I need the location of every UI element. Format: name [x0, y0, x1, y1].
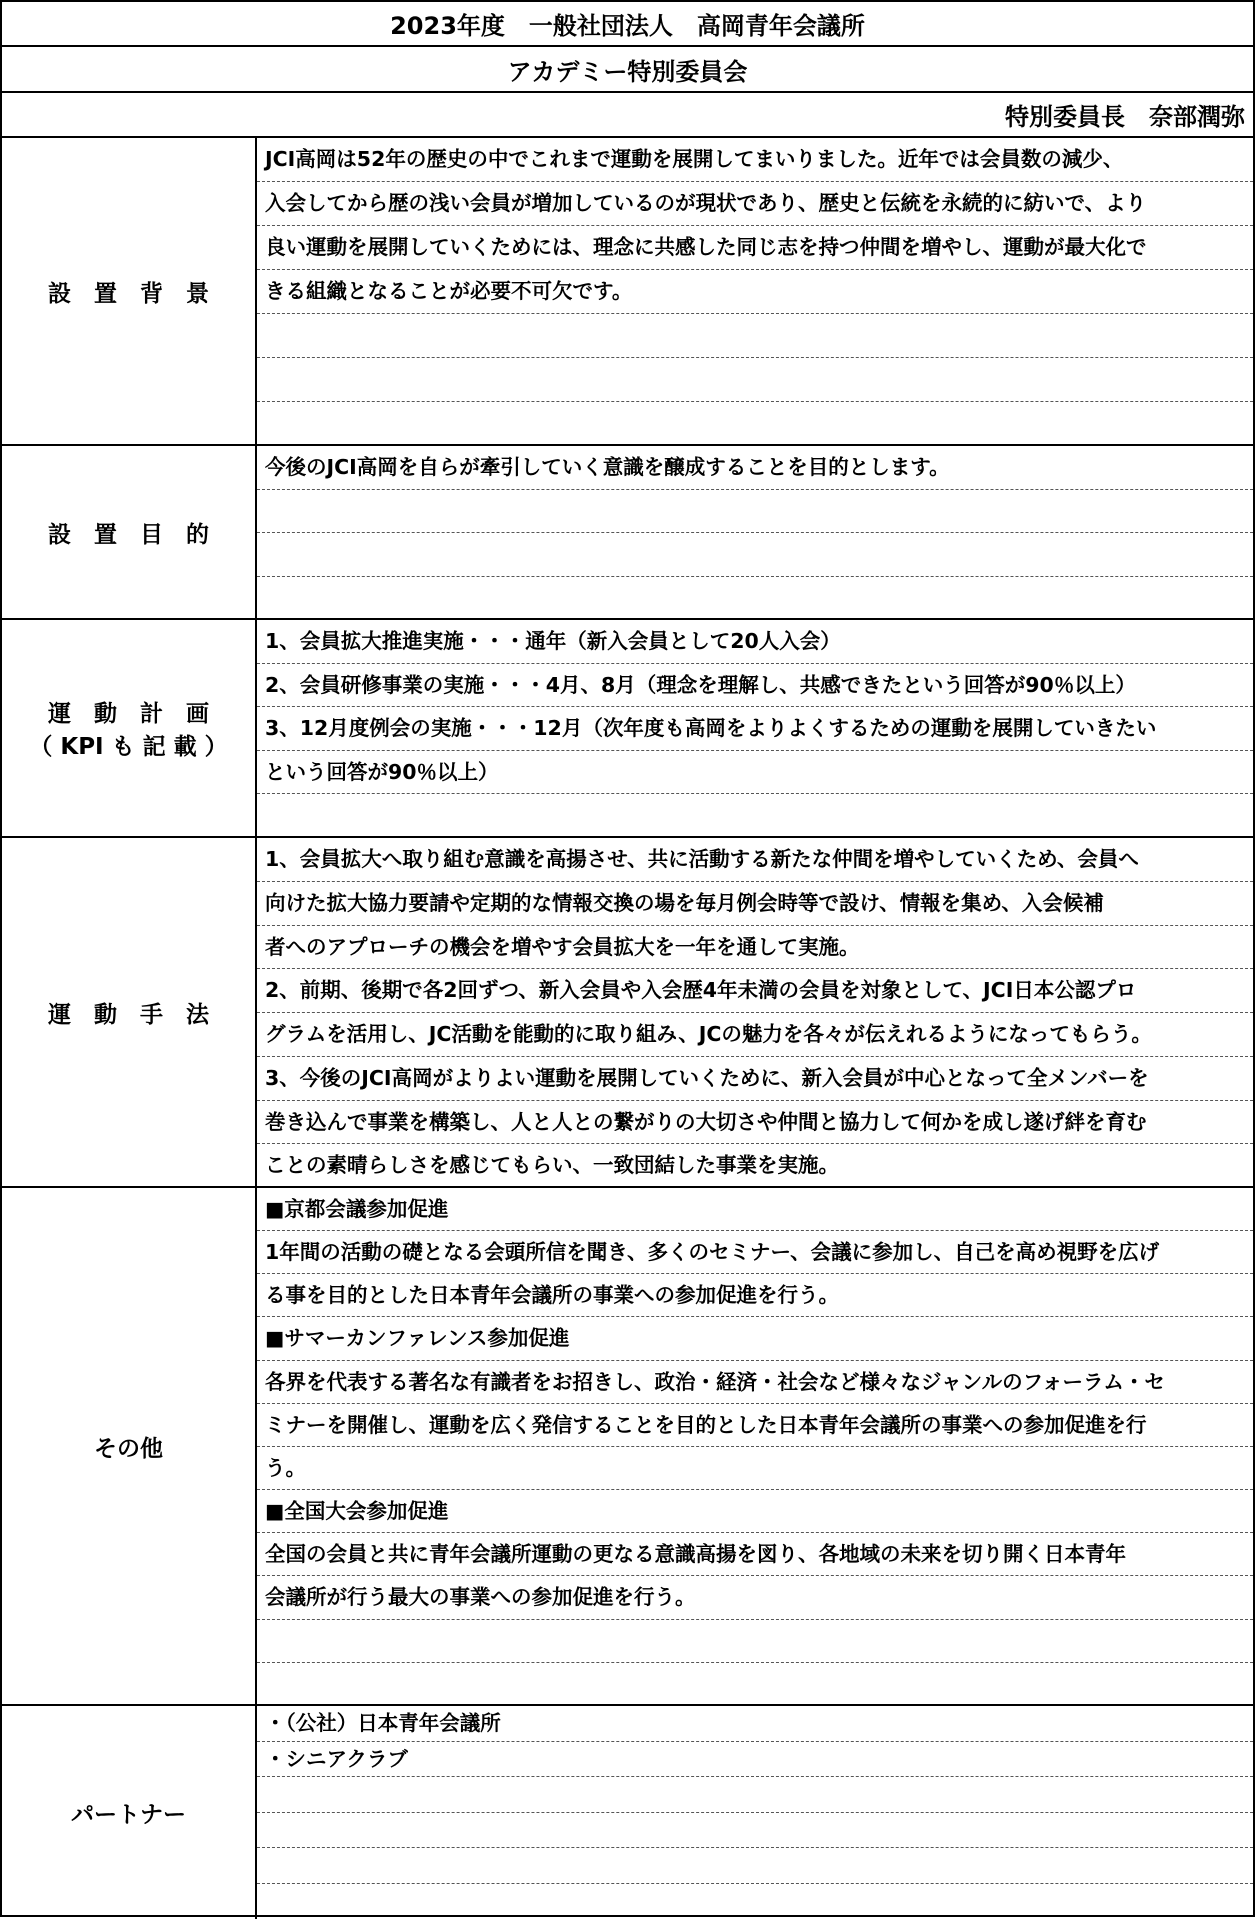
- section-method: [2, 838, 1253, 1188]
- body-line: JCI高岡は52年の歴史の中でこれまで運動を展開してまいりました。近年では会員数の減少、: [257, 138, 1253, 182]
- body-line: [257, 1620, 1253, 1663]
- section-label-text: その他: [94, 1435, 163, 1462]
- committee-name: アカデミー特別委員会: [2, 47, 1253, 93]
- section-body: [257, 446, 1253, 618]
- section-label-subtext: （ KPI も 記 載 ）: [29, 734, 228, 760]
- body-line: 者へのアプローチの機会を増やす会員拡大を一年を通して実施。: [257, 926, 1253, 970]
- section-body: [257, 838, 1253, 1186]
- body-line: 3、今後のJCI高岡がよりよい運動を展開していくために、新入会員が中心となって全メンバーを: [257, 1057, 1253, 1101]
- body-line: 2、会員研修事業の実施・・・4月、8月（理念を理解し、共感できたという回答が90％以上）: [257, 664, 1253, 708]
- section-label: [2, 620, 257, 836]
- body-line: [257, 533, 1253, 577]
- body-line: [257, 1813, 1253, 1849]
- body-line: 今後のJCI高岡を自らが牽引していく意識を醸成することを目的とします。: [257, 446, 1253, 490]
- section-partner: [2, 1706, 1253, 1919]
- chair-name: 特別委員長 奈部潤弥: [2, 93, 1253, 138]
- body-line: きる組織となることが必要不可欠です。: [257, 270, 1253, 314]
- section-body: [257, 138, 1253, 444]
- body-line: 全国の会員と共に青年会議所運動の更なる意識高揚を図り、各地域の未来を切り開く日本青年: [257, 1533, 1253, 1576]
- body-line: 向けた拡大協力要請や定期的な情報交換の場を毎月例会時等で設け、情報を集め、入会候補: [257, 882, 1253, 926]
- section-label-text: 設 置 目 的: [48, 521, 209, 548]
- body-line: [257, 358, 1253, 402]
- body-line: [257, 490, 1253, 534]
- body-line: [257, 314, 1253, 358]
- section-body: [257, 1706, 1253, 1919]
- body-line: 1、会員拡大推進実施・・・通年（新入会員として20人入会）: [257, 620, 1253, 664]
- section-body: [257, 1188, 1253, 1704]
- body-line: 会議所が行う最大の事業への参加促進を行う。: [257, 1576, 1253, 1619]
- body-line: 3、12月度例会の実施・・・12月（次年度も高岡をよりよくするための運動を展開していきたい: [257, 707, 1253, 751]
- section-body: [257, 620, 1253, 836]
- body-line: [257, 1884, 1253, 1920]
- section-label: [2, 1706, 257, 1919]
- body-line: 2、前期、後期で各2回ずつ、新入会員や入会歴4年未満の会員を対象として、JCI日本公認プロ: [257, 969, 1253, 1013]
- section-plan: [2, 620, 1253, 838]
- body-line: 1、会員拡大へ取り組む意識を高揚させ、共に活動する新たな仲間を増やしていくため、会員へ: [257, 838, 1253, 882]
- body-line: 巻き込んで事業を構築し、人と人との繋がりの大切さや仲間と協力して何かを成し遂げ絆を育む: [257, 1101, 1253, 1145]
- body-line: [257, 794, 1253, 838]
- body-line: [257, 402, 1253, 446]
- body-line: ことの素晴らしさを感じてもらい、一致団結した事業を実施。: [265, 1153, 839, 1178]
- body-line: 1年間の活動の礎となる会頭所信を聞き、多くのセミナー、会議に参加し、自己を高め視野を広げ: [257, 1231, 1253, 1274]
- section-label: [2, 138, 257, 444]
- section-label: [2, 1188, 257, 1704]
- document-title: 2023年度 一般社団法人 高岡青年会議所: [2, 2, 1253, 47]
- body-line: ・（公社）日本青年会議所: [257, 1706, 1253, 1742]
- body-line: ミナーを開催し、運動を広く発信することを目的とした日本青年会議所の事業への参加促進を行: [257, 1404, 1253, 1447]
- body-line: グラムを活用し、JC活動を能動的に取り組み、JCの魅力を各々が伝えれるようになってもらう。: [257, 1013, 1253, 1057]
- body-line: ・シニアクラブ: [257, 1742, 1253, 1778]
- section-label-text: 設 置 背 景: [48, 280, 209, 307]
- section-other: [2, 1188, 1253, 1706]
- body-line: ■京都会議参加促進: [257, 1188, 1253, 1231]
- body-line: [257, 577, 1253, 621]
- body-line: 各界を代表する著名な有識者をお招きし、政治・経済・社会など様々なジャンルのフォーラム・セ: [257, 1361, 1253, 1404]
- body-line: 入会してから歴の浅い会員が増加しているのが現状であり、歴史と伝統を永続的に紡いで、より: [257, 182, 1253, 226]
- section-label-text: パートナー: [71, 1802, 186, 1828]
- section-label-text: 運 動 手 法: [48, 1001, 209, 1028]
- section-label-text: 運 動 計 画: [48, 701, 209, 727]
- body-line: [257, 1777, 1253, 1813]
- body-line: ■サマーカンファレンス参加促進: [257, 1317, 1253, 1360]
- body-line: 良い運動を展開していくためには、理念に共感した同じ志を持つ仲間を増やし、運動が最大化で: [257, 226, 1253, 270]
- body-line: [257, 1663, 1253, 1706]
- body-line: [257, 1848, 1253, 1884]
- section-label: [2, 446, 257, 618]
- body-line: ■全国大会参加促進: [257, 1490, 1253, 1533]
- body-line: う。: [257, 1447, 1253, 1490]
- section-purpose: [2, 446, 1253, 620]
- body-line: る事を目的とした日本青年会議所の事業への参加促進を行う。: [257, 1274, 1253, 1317]
- body-line: という回答が90％以上）: [257, 751, 1253, 795]
- section-background: [2, 138, 1253, 446]
- section-label: [2, 838, 257, 1186]
